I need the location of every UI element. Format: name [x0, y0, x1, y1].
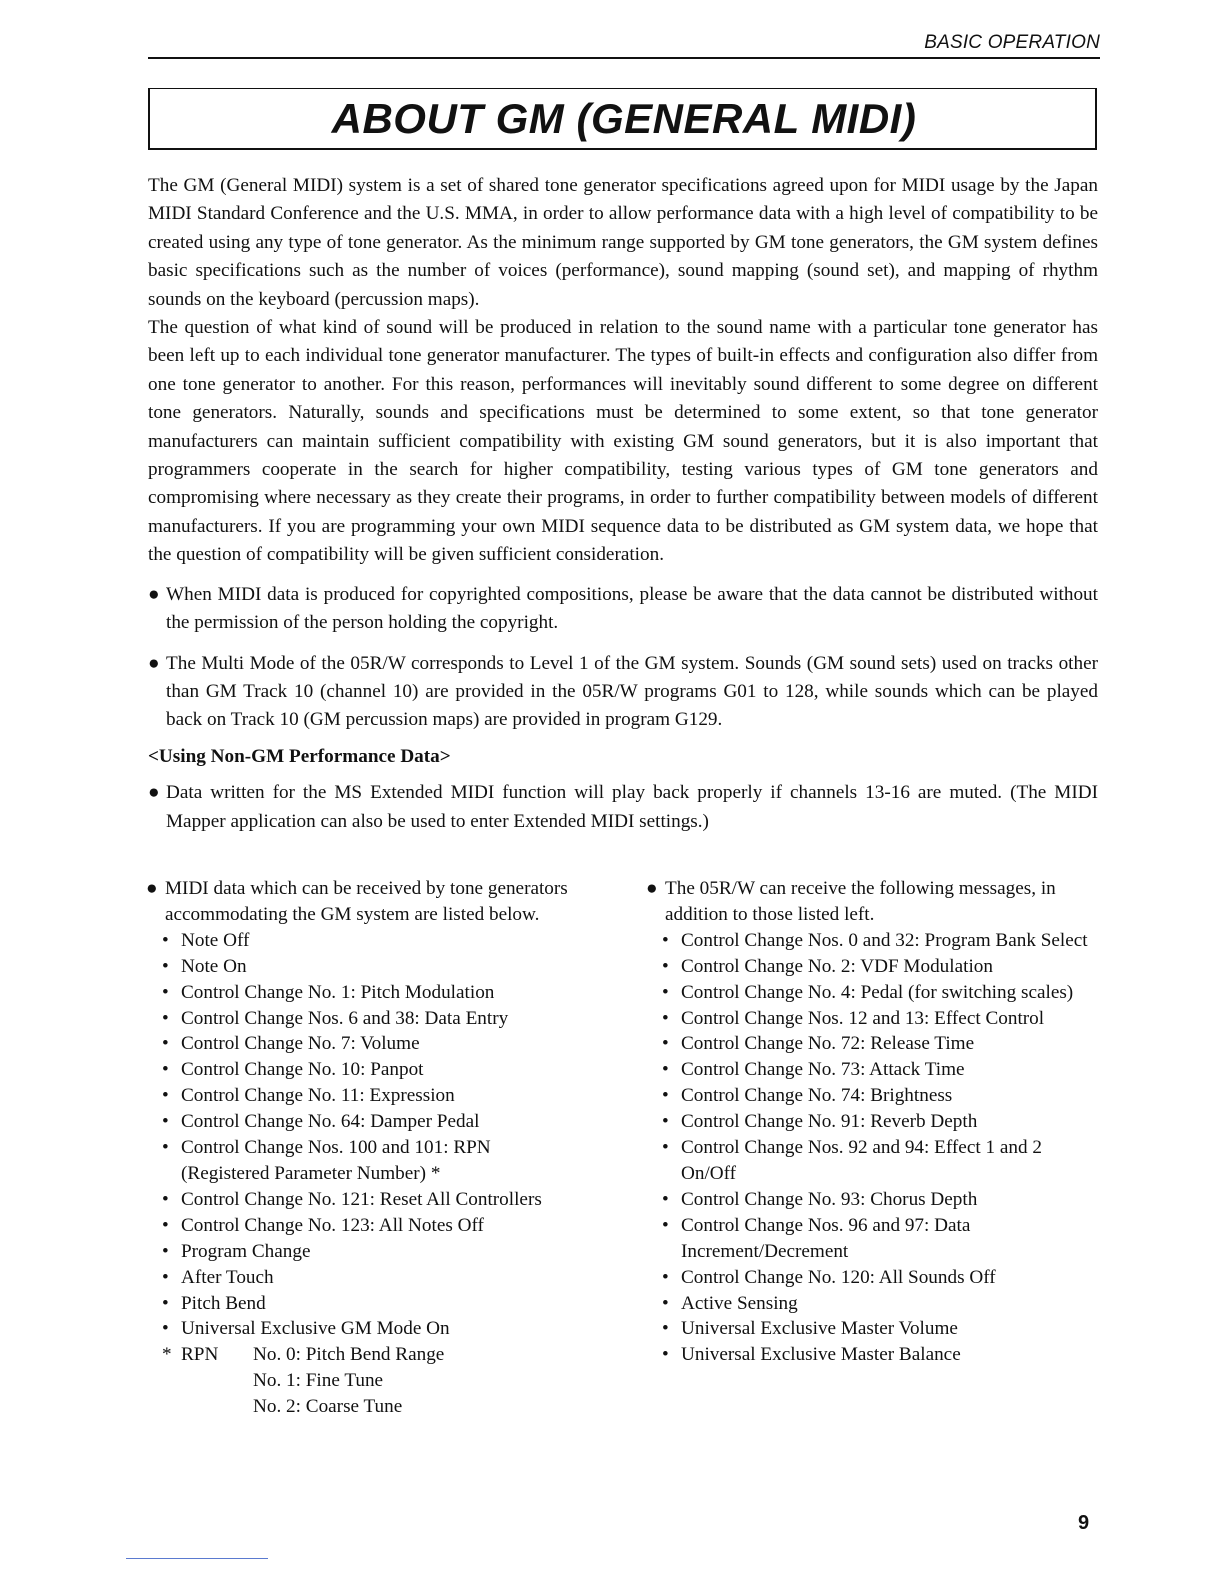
right-intro — [646, 876, 1098, 928]
footer-line — [126, 1558, 268, 1559]
rpn-entry: No. 1: Fine Tune — [253, 1370, 384, 1392]
list-item: • After Touch — [162, 1266, 274, 1288]
bullet-multimode — [148, 650, 1098, 735]
list-item: • Control Change No. 2: VDF Modulation — [662, 955, 993, 977]
bullet-non-gm — [148, 779, 1098, 836]
left-intro-text: MIDI data which can be received by tone generators accommodating the GM system are listed below. — [165, 878, 568, 925]
list-item: • Control Change No. 64: Damper Pedal — [162, 1111, 480, 1133]
bullet-dot-icon: ● — [646, 878, 658, 899]
list-item: • Control Change No. 73: Attack Time — [662, 1059, 965, 1081]
bullet-dot-icon: ● — [148, 652, 160, 674]
list-item: • Control Change No. 11: Expression — [162, 1085, 455, 1107]
list-item: • Note Off — [162, 929, 250, 951]
page-number: 9 — [1078, 1512, 1090, 1534]
body-text — [148, 172, 1098, 836]
list-item: • Control Change Nos. 100 and 101: RPN (Registered Parameter Number) * — [162, 1137, 491, 1184]
bullet-dot-icon: ● — [148, 583, 160, 605]
list-item: • Universal Exclusive Master Balance — [662, 1344, 961, 1366]
rpn-entry: No. 2: Coarse Tune — [253, 1396, 403, 1418]
list-item: • Universal Exclusive Master Volume — [662, 1318, 958, 1340]
header-rule — [148, 57, 1100, 59]
bullet-multimode-text: The Multi Mode of the 05R/W corresponds to Level 1 of the GM system. Sounds (GM sound sets) used on tracks other than GM Track 10 (channel 10) are provided in the 05R/W programs G01 to 128, while sounds which can be played back on Track 10 (GM percussion maps) are provided in program G129. — [166, 652, 1098, 731]
list-item: • Control Change Nos. 92 and 94: Effect 1 and 2 On/Off — [662, 1137, 1042, 1184]
right-column — [646, 876, 1098, 1368]
list-item: • Note On — [162, 955, 247, 977]
right-list — [646, 928, 1098, 1368]
list-item: • Control Change No. 121: Reset All Controllers — [162, 1188, 542, 1210]
list-item: • Pitch Bend — [162, 1292, 266, 1314]
left-column — [146, 876, 600, 1420]
list-item: • Control Change Nos. 6 and 38: Data Entry — [162, 1007, 509, 1029]
list-item: • Active Sensing — [662, 1292, 798, 1314]
list-item: • Control Change Nos. 12 and 13: Effect Control — [662, 1007, 1045, 1029]
list-item: • Control Change No. 1: Pitch Modulation — [162, 981, 495, 1003]
list-item: • Control Change No. 4: Pedal (for switching scales) — [662, 981, 1074, 1003]
list-item: • Control Change No. 7: Volume — [162, 1033, 420, 1055]
list-item: • Control Change No. 74: Brightness — [662, 1085, 953, 1107]
bullet-copyright-text: When MIDI data is produced for copyrighted compositions, please be aware that the data cannot be distributed without the permission of the person holding the copyright. — [166, 583, 1098, 634]
rpn-label: RPN — [181, 1344, 219, 1366]
list-item: • Control Change No. 10: Panpot — [162, 1059, 424, 1081]
right-intro-text: The 05R/W can receive the following messages, in addition to those listed left. — [665, 878, 1056, 925]
list-item: • Program Change — [162, 1240, 311, 1262]
list-item: • Control Change No. 72: Release Time — [662, 1033, 975, 1055]
bullet-dot-icon: ● — [148, 782, 160, 804]
rpn-entry: No. 0: Pitch Bend Range — [253, 1344, 445, 1366]
sound-paragraph: The question of what kind of sound will be produced in relation to the sound name with a particular tone generator has been left up to each individual tone generator manufacturer. The types of built-in effects and configuration also differ from one tone generator to another. For this reason, performances will inevitably sound different to some degree on different tone generators. Naturally, sounds and specifications must be determined to some extent, so that tone generator manufacturers can maintain sufficient compatibility with existing GM sound generators, but it is also important that programmers cooperate in the search for higher compatibility, testing various types of GM tone generators and compromising where necessary as they create their programs, in order to further compatibility between models of different manufacturers. If you are programming your own MIDI sequence data to be distributed as GM system data, we hope that the question of compatibility will be given sufficient consideration. — [148, 317, 1098, 566]
list-item: • Control Change No. 120: All Sounds Off — [662, 1266, 996, 1288]
list-item: • Universal Exclusive GM Mode On — [162, 1318, 450, 1340]
bullet-copyright — [148, 581, 1098, 638]
page-title: ABOUT GM (GENERAL MIDI) — [331, 95, 917, 142]
list-item: • Control Change No. 93: Chorus Depth — [662, 1188, 978, 1210]
bullet-dot-icon: ● — [146, 878, 158, 899]
list-item: • Control Change Nos. 0 and 32: Program Bank Select — [662, 929, 1088, 951]
rpn-note — [162, 1342, 600, 1420]
bullet-non-gm-text: Data written for the MS Extended MIDI function will play back properly if channels 13-16 are muted. (The MIDI Mapper application can also be used to enter Extended MIDI settings.) — [166, 782, 1098, 832]
left-intro — [146, 876, 600, 928]
list-item: • Control Change No. 123: All Notes Off — [162, 1214, 484, 1236]
left-list — [146, 928, 600, 1420]
asterisk-icon: * — [162, 1344, 172, 1366]
list-item: • Control Change Nos. 96 and 97: Data Increment/Decrement — [662, 1214, 971, 1262]
intro-paragraph: The GM (General MIDI) system is a set of shared tone generator specifications agreed upon for MIDI usage by the Japan MIDI Standard Conference and the U.S. MMA, in order to allow performance data with a high level of compatibility to be created using any type of tone generator. As the minimum range supported by GM tone generators, the GM system defines basic specifications such as the number of voices (performance), sound mapping (sound set), and mapping of rhythm sounds on the keyboard (percussion maps). — [148, 175, 1098, 310]
list-item: • Control Change No. 91: Reverb Depth — [662, 1111, 978, 1133]
section-header: BASIC OPERATION — [924, 32, 1100, 53]
subheading: <Using Non-GM Performance Data> — [148, 745, 451, 767]
